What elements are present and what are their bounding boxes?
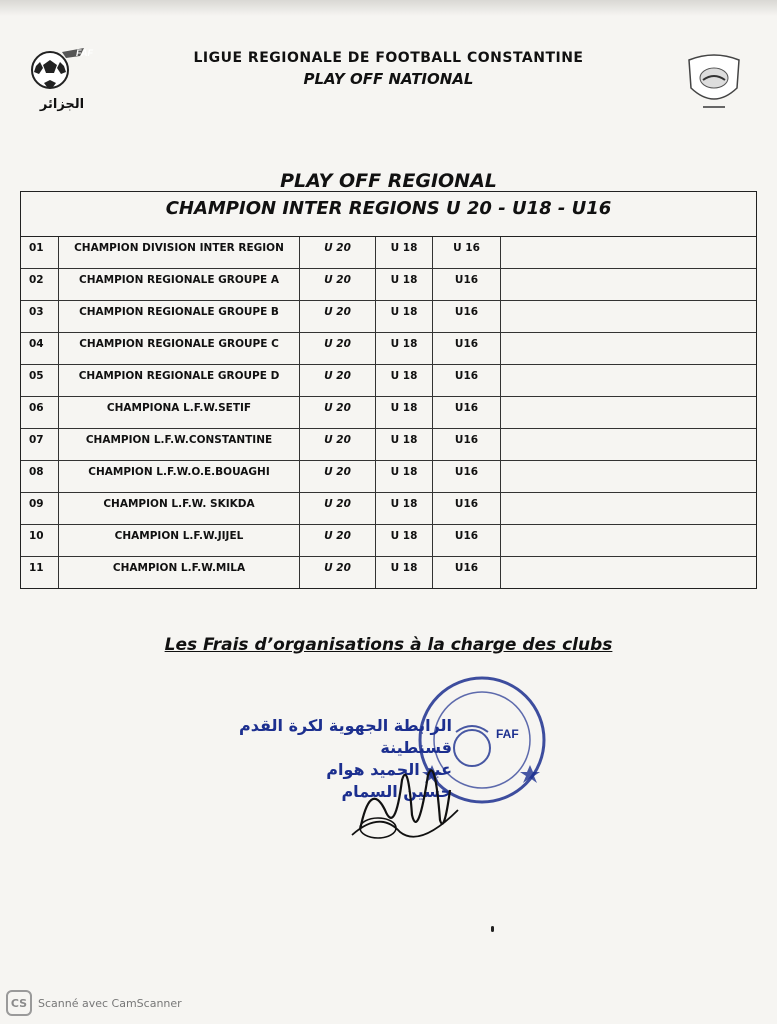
league-name: LIGUE REGIONALE DE FOOTBALL CONSTANTINE	[193, 50, 584, 66]
handwritten-signature	[340, 740, 480, 850]
row-category-u16: U16	[433, 525, 501, 556]
signature-line-league: الرابطة الجهوية لكرة القدم	[239, 716, 452, 735]
row-champion-name: CHAMPION L.F.W.O.E.BOUAGHI	[59, 461, 300, 492]
row-number: 04	[21, 333, 59, 364]
table-title: CHAMPION INTER REGIONS U 20 - U18 - U16	[21, 192, 756, 237]
table-row	[21, 429, 756, 461]
row-category-u16: U16	[433, 397, 501, 428]
row-category-u16: U16	[433, 557, 501, 588]
camscanner-label: Scanné avec CamScanner	[38, 996, 182, 1010]
row-champion-name: CHAMPIONA L.F.W.SETIF	[59, 397, 300, 428]
row-blank-cell	[501, 429, 756, 460]
row-number: 07	[21, 429, 59, 460]
table-row	[21, 557, 756, 588]
row-category-u18: U 18	[376, 397, 433, 428]
row-category-u18: U 18	[376, 269, 433, 300]
signature-line-name: عبد الحميد هوام	[326, 760, 452, 779]
ink-mark	[491, 926, 494, 932]
table-body	[21, 237, 756, 588]
camscanner-watermark	[6, 990, 182, 1016]
row-category-u20: U 20	[300, 397, 376, 428]
table-row	[21, 365, 756, 397]
row-number: 02	[21, 269, 59, 300]
row-category-u18: U 18	[376, 557, 433, 588]
row-number: 11	[21, 557, 59, 588]
row-category-u20: U 20	[300, 429, 376, 460]
row-champion-name: CHAMPION L.F.W.CONSTANTINE	[59, 429, 300, 460]
row-blank-cell	[501, 365, 756, 396]
row-category-u16: U16	[433, 365, 501, 396]
row-blank-cell	[501, 461, 756, 492]
row-category-u18: U 18	[376, 301, 433, 332]
footer-note-text: Les Frais d’organisations à la charge des clubs	[164, 635, 613, 655]
table-row	[21, 525, 756, 557]
row-category-u20: U 20	[300, 461, 376, 492]
row-category-u18: U 18	[376, 237, 433, 268]
row-champion-name: CHAMPION L.F.W.JIJEL	[59, 525, 300, 556]
crest-icon	[683, 50, 745, 114]
row-category-u18: U 18	[376, 525, 433, 556]
row-blank-cell	[501, 493, 756, 524]
signature-line-city: قسنطينة	[380, 738, 452, 757]
faf-logo-text: FAF	[76, 48, 93, 58]
row-category-u18: U 18	[376, 429, 433, 460]
row-champion-name: CHAMPION REGIONALE GROUPE C	[59, 333, 300, 364]
table-row	[21, 461, 756, 493]
row-champion-name: CHAMPION REGIONALE GROUPE D	[59, 365, 300, 396]
row-number: 08	[21, 461, 59, 492]
row-blank-cell	[501, 269, 756, 300]
row-category-u18: U 18	[376, 493, 433, 524]
footer-note	[0, 635, 777, 655]
row-champion-name: CHAMPION REGIONALE GROUPE B	[59, 301, 300, 332]
row-number: 03	[21, 301, 59, 332]
row-champion-name: CHAMPION DIVISION INTER REGION	[59, 237, 300, 268]
row-blank-cell	[501, 301, 756, 332]
row-category-u16: U 16	[433, 237, 501, 268]
row-category-u20: U 20	[300, 237, 376, 268]
row-category-u20: U 20	[300, 557, 376, 588]
table-row	[21, 237, 756, 269]
row-champion-name: CHAMPION L.F.W.MILA	[59, 557, 300, 588]
row-number: 01	[21, 237, 59, 268]
camscanner-logo-icon: CS	[6, 990, 32, 1016]
signature-scribble-icon	[340, 740, 480, 850]
row-blank-cell	[501, 237, 756, 268]
row-category-u18: U 18	[376, 333, 433, 364]
champions-table	[20, 191, 757, 589]
row-blank-cell	[501, 397, 756, 428]
algeria-arabic-label: الجزائر	[39, 97, 85, 112]
row-category-u20: U 20	[300, 525, 376, 556]
league-crest-logo	[683, 50, 745, 114]
signature-line-title: حسين السمام	[341, 782, 452, 801]
row-category-u18: U 18	[376, 461, 433, 492]
row-category-u18: U 18	[376, 365, 433, 396]
row-champion-name: CHAMPION REGIONALE GROUPE A	[59, 269, 300, 300]
row-category-u20: U 20	[300, 493, 376, 524]
row-category-u16: U16	[433, 333, 501, 364]
row-category-u20: U 20	[300, 269, 376, 300]
table-row	[21, 269, 756, 301]
section-title: PLAY OFF REGIONAL	[280, 170, 497, 192]
row-category-u20: U 20	[300, 333, 376, 364]
row-category-u16: U16	[433, 429, 501, 460]
stamp-text: FAF	[496, 727, 519, 741]
row-category-u16: U16	[433, 461, 501, 492]
table-row	[21, 493, 756, 525]
table-row	[21, 333, 756, 365]
row-category-u16: U16	[433, 301, 501, 332]
row-number: 05	[21, 365, 59, 396]
row-blank-cell	[501, 333, 756, 364]
page-top-shadow	[0, 0, 777, 16]
row-number: 10	[21, 525, 59, 556]
row-category-u20: U 20	[300, 301, 376, 332]
table-row	[21, 397, 756, 429]
row-number: 09	[21, 493, 59, 524]
header-subtitle: PLAY OFF NATIONAL	[303, 70, 474, 88]
row-blank-cell	[501, 557, 756, 588]
table-row	[21, 301, 756, 333]
row-champion-name: CHAMPION L.F.W. SKIKDA	[59, 493, 300, 524]
row-number: 06	[21, 397, 59, 428]
row-blank-cell	[501, 525, 756, 556]
row-category-u16: U16	[433, 269, 501, 300]
row-category-u20: U 20	[300, 365, 376, 396]
row-category-u16: U16	[433, 493, 501, 524]
